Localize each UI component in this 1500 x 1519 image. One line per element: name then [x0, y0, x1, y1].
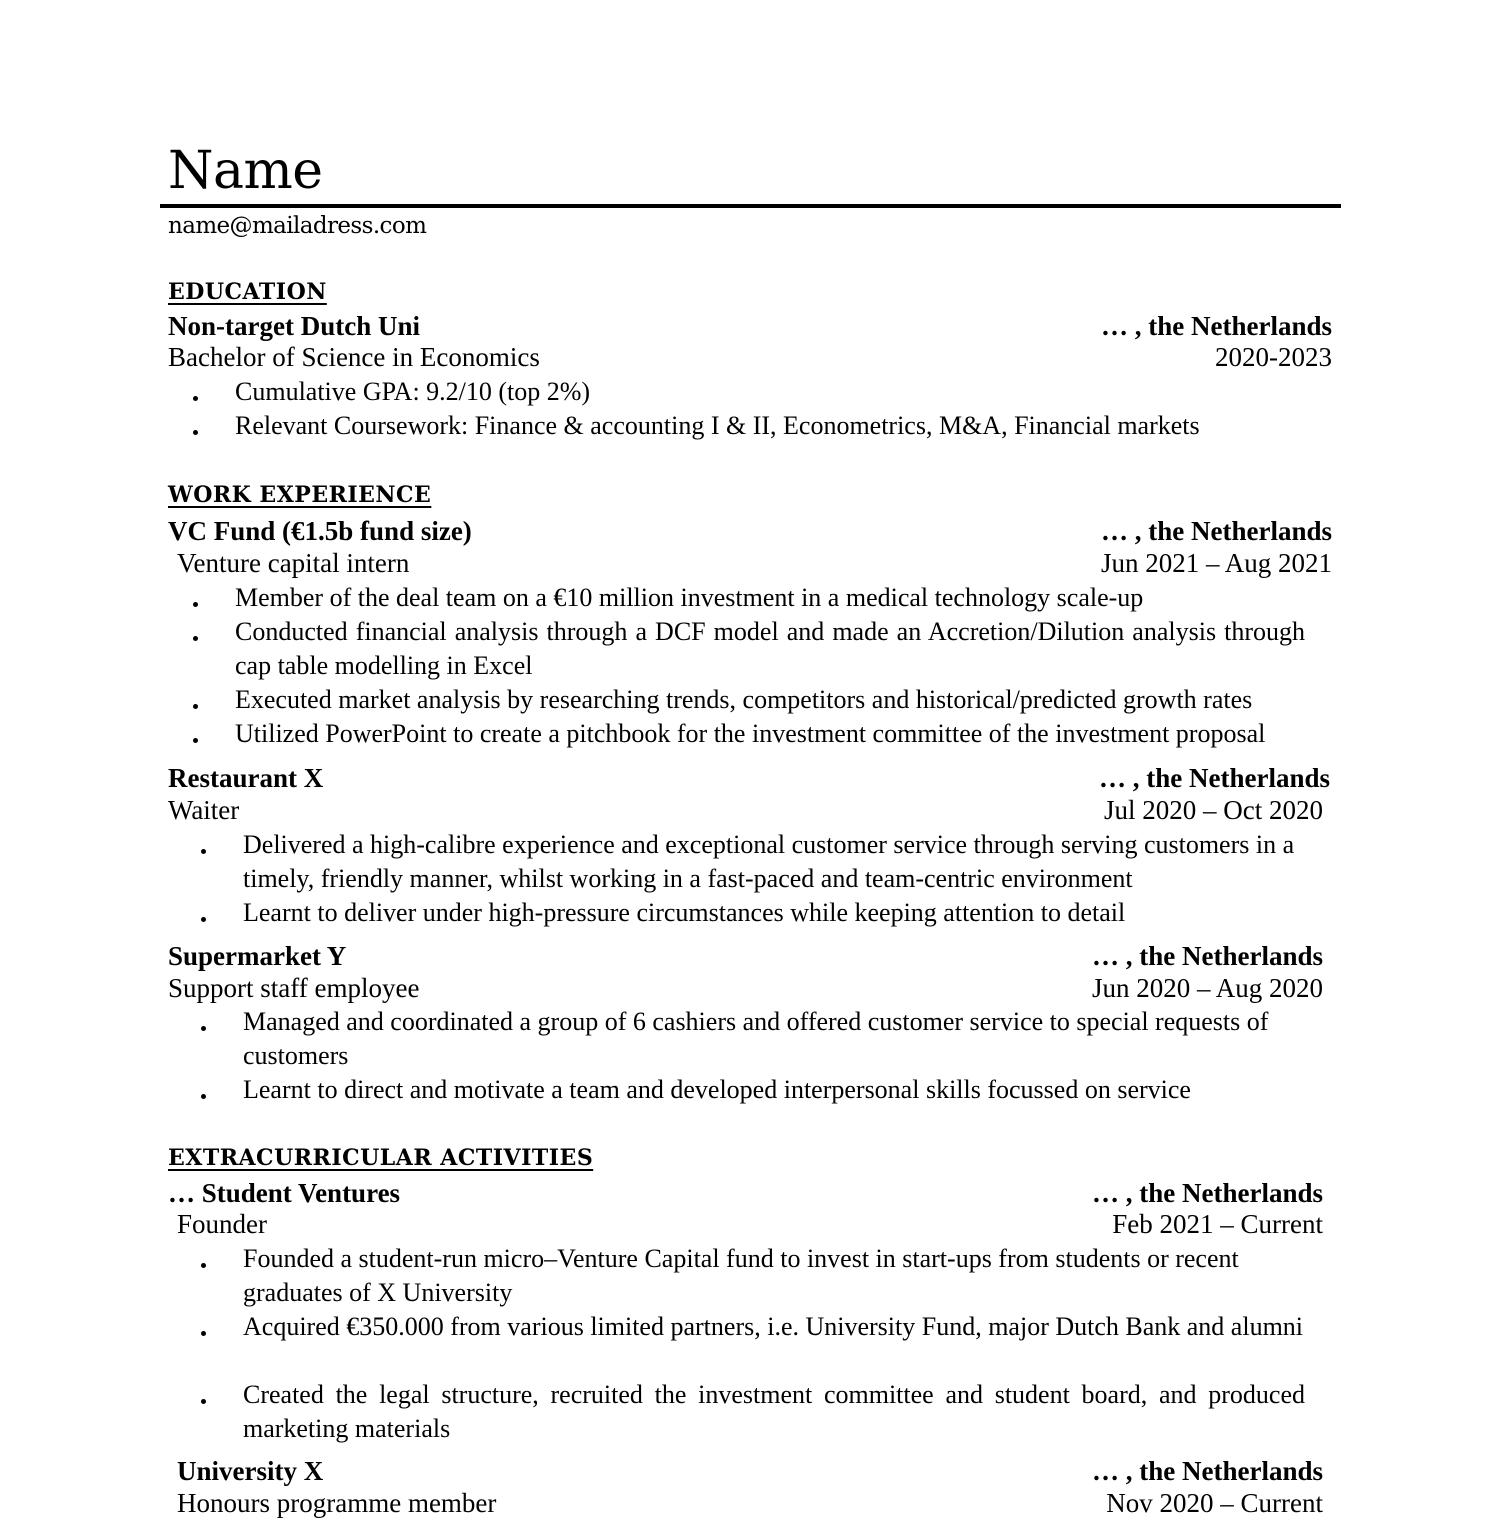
activity-location: … , the Netherlands [1092, 1456, 1323, 1486]
activity-organization: … Student Ventures [168, 1178, 401, 1208]
bullet-icon [201, 1026, 206, 1031]
activity-role: Founder [177, 1209, 267, 1239]
section-title-extracurricular: EXTRACURRICULAR ACTIVITIES [168, 1145, 594, 1171]
work-bullet: Learnt to direct and motivate a team and developed interpersonal skills focussed on service [243, 1075, 1191, 1104]
activity-location: … , the Netherlands [1092, 1178, 1323, 1208]
education-bullet: Cumulative GPA: 9.2/10 (top 2%) [235, 377, 591, 406]
work-bullet: Member of the deal team on a €10 million investment in a medical technology scale-up [235, 583, 1144, 612]
work-location: … , the Netherlands [1101, 516, 1332, 546]
work-location: … , the Netherlands [1099, 763, 1330, 793]
bullet-icon [193, 602, 198, 607]
work-role: Support staff employee [168, 973, 420, 1003]
work-location: … , the Netherlands [1092, 941, 1323, 971]
bullet-icon [193, 738, 198, 743]
bullet-icon [201, 1399, 206, 1404]
work-role: Venture capital intern [177, 548, 410, 578]
bullet-icon [193, 636, 198, 641]
activity-role: Honours programme member [177, 1488, 497, 1518]
work-dates: Jul 2020 – Oct 2020 [1104, 795, 1323, 825]
bullet-icon [201, 1331, 206, 1336]
work-bullet: Conducted financial analysis through a DCF model and made an Accretion/Dilution analysis through cap table modelling in Excel [235, 617, 1305, 680]
work-bullet: Managed and coordinated a group of 6 cashiers and offered customer service to special requests of customers [243, 1007, 1269, 1070]
work-dates: Jun 2020 – Aug 2020 [1091, 973, 1323, 1003]
work-bullet: Executed market analysis by researching trends, competitors and historical/predicted growth rates [235, 685, 1253, 714]
work-employer: VC Fund (€1.5b fund size) [168, 516, 472, 546]
bullet-icon [201, 849, 206, 854]
work-employer: Supermarket Y [168, 941, 347, 971]
bullet-icon [201, 917, 206, 922]
activity-dates: Nov 2020 – Current [1106, 1488, 1323, 1518]
education-bullet: Relevant Coursework: Finance & accounting I & II, Econometrics, M&A, Financial markets [235, 411, 1200, 440]
bullet-icon [193, 430, 198, 435]
work-bullet: Learnt to deliver under high-pressure circumstances while keeping attention to detail [243, 898, 1126, 927]
section-title-education: EDUCATION [168, 279, 327, 305]
candidate-name: Name [168, 141, 323, 201]
activity-bullet: Founded a student-run micro–Venture Capital fund to invest in start-ups from students or recent graduates of X University [243, 1244, 1239, 1307]
bullet-icon [201, 1094, 206, 1099]
section-title-work-experience: WORK EXPERIENCE [168, 482, 432, 508]
work-bullet: Utilized PowerPoint to create a pitchbook for the investment committee of the investment proposal [235, 719, 1266, 748]
education-institution: Non-target Dutch Uni [168, 311, 420, 341]
email-address: name@mailadress.com [168, 213, 427, 239]
activity-bullet: Created the legal structure, recruited the investment committee and student board, and produced marketing materials [243, 1380, 1305, 1443]
work-dates: Jun 2021 – Aug 2021 [1100, 548, 1332, 578]
bullet-icon [193, 704, 198, 709]
bullet-icon [201, 1263, 206, 1268]
activity-bullet: Acquired €350.000 from various limited partners, i.e. University Fund, major Dutch Bank and alumni [243, 1312, 1304, 1341]
header-divider [160, 204, 1341, 208]
education-degree: Bachelor of Science in Economics [168, 342, 540, 372]
education-dates: 2020-2023 [1215, 342, 1332, 372]
bullet-icon [193, 396, 198, 401]
activity-dates: Feb 2021 – Current [1112, 1209, 1323, 1239]
education-location: … , the Netherlands [1101, 311, 1332, 341]
work-employer: Restaurant X [168, 763, 324, 793]
activity-organization: University X [177, 1456, 324, 1486]
work-bullet: Delivered a high-calibre experience and exceptional customer service through serving customers in a timely, friendly manner, whilst working in a fast-paced and team-centric environment [243, 830, 1295, 893]
work-role: Waiter [168, 795, 240, 825]
